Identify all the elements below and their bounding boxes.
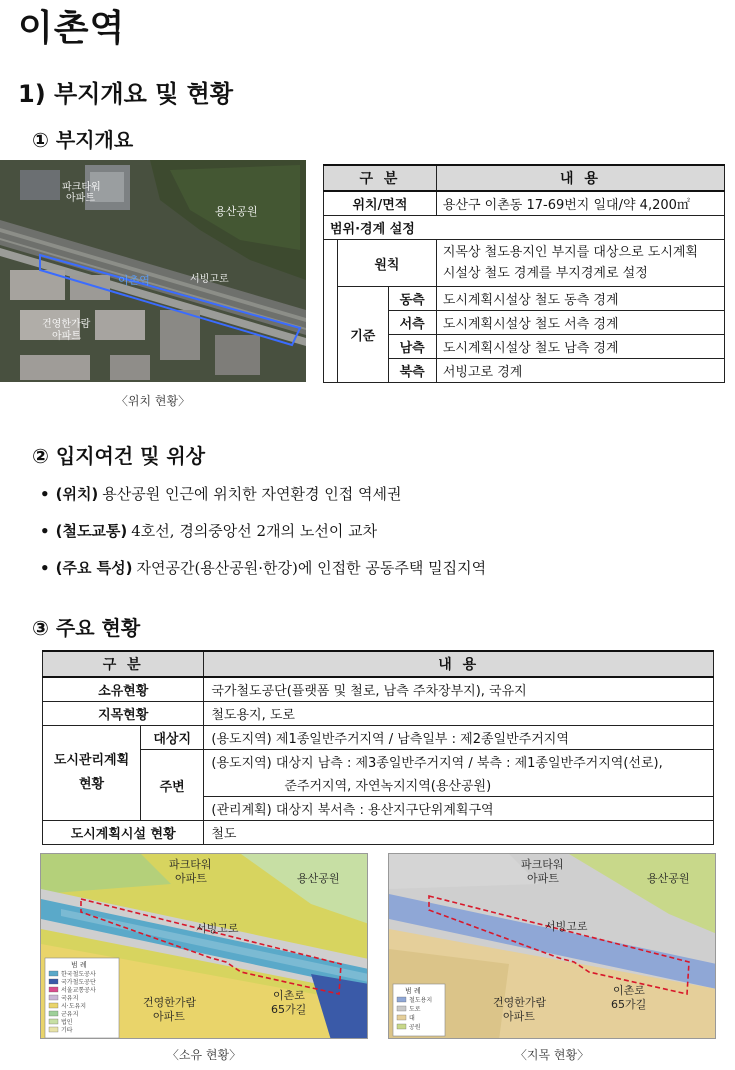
aerial-label-ichon-station: 이촌역 — [118, 274, 150, 287]
subsection-title-location: ② 입지여건 및 위상 — [32, 444, 206, 468]
status-table — [42, 650, 714, 845]
legend-label: 군유지 — [61, 1011, 79, 1018]
around-value-1: (용도지역) 대상지 남측 : 제3종일반주거지역 / 북측 : 제1종일반주거지역(선로), — [204, 750, 714, 774]
criteria-dir-north: 북측 — [388, 359, 436, 383]
table-header-category: 구 분 — [324, 165, 437, 191]
location-label: 위치/면적 — [324, 191, 437, 216]
legend-label: 공원 — [409, 1024, 421, 1031]
around-value-2: 준주거지역, 자연녹지지역(용산공원) — [204, 773, 714, 797]
bullet-item — [40, 520, 377, 541]
aerial-label-geonyoung: 건영한가람 아파트 — [42, 319, 91, 342]
criteria-value-east: 도시계획시설상 철도 동측 경계 — [436, 287, 724, 311]
legend-label: 대 — [409, 1015, 415, 1022]
criteria-subtable — [338, 287, 436, 382]
principle-value-line-2: 시설상 철도 경계를 부지경계로 설정 — [442, 266, 648, 281]
map-own-label-geonyoung: 건영한가람 아파트 — [143, 996, 197, 1023]
ownership-label: 소유현황 — [43, 677, 204, 702]
ownership-map — [40, 853, 368, 1039]
land-category-map-caption: 〈지목 현황〉 — [514, 1048, 590, 1062]
table-header-content: 내 용 — [436, 165, 724, 191]
legend-swatch — [49, 1011, 58, 1016]
land-category-map-graphic — [389, 854, 716, 1039]
legend-label: 시·도유지 — [61, 1003, 87, 1010]
principle-value — [436, 240, 724, 287]
bullet-text: 자연공간(용산공원·한강)에 인접한 공동주택 밀집지역 — [136, 559, 487, 577]
legend-label: 법인 — [61, 1019, 73, 1026]
principle-value-line-1: 지목상 철도용지인 부지를 대상으로 도시계획 — [442, 245, 698, 260]
legend-label: 서울교통공사 — [61, 987, 96, 994]
criteria-dir-east: 동측 — [388, 287, 436, 311]
map-own-label-ichonro: 이촌로 65가길 — [271, 989, 307, 1016]
bullet-key: (철도교통) — [55, 522, 128, 540]
subsection-title-overview: ① 부지개요 — [32, 128, 134, 152]
map-own-legend-title: 범 례 — [71, 961, 87, 969]
map-land-label-park-tower: 파크타워 아파트 — [521, 858, 564, 885]
ownership-map-graphic — [41, 854, 368, 1039]
bullet-dot: • — [40, 559, 50, 577]
criteria-dir-south: 남측 — [388, 335, 436, 359]
map-own-label-park-tower: 파크타워 아파트 — [169, 858, 212, 885]
map-own-label-yongsan-park: 용산공원 — [297, 872, 340, 885]
bullet-key: (주요 특성) — [55, 559, 133, 577]
map-land-label-ichonro: 이촌로 65가길 — [611, 984, 647, 1011]
bullet-dot: • — [40, 522, 50, 540]
site-overview-table — [323, 164, 725, 383]
aerial-caption: 〈위치 현황〉 — [115, 394, 191, 408]
landcat-label: 지목현황 — [43, 702, 204, 726]
boundary-label: 범위·경계 설정 — [324, 216, 725, 240]
subsection-title-status: ③ 주요 현황 — [32, 616, 141, 640]
legend-label: 국유지 — [61, 995, 79, 1002]
aerial-label-yongsan-park: 용산공원 — [215, 205, 258, 218]
legend-swatch — [397, 1024, 406, 1029]
legend-swatch — [49, 987, 58, 992]
bullet-text: 4호선, 경의중앙선 2개의 노선이 교차 — [131, 522, 378, 540]
criteria-dir-west: 서측 — [388, 311, 436, 335]
target-label: 대상지 — [141, 726, 204, 750]
legend-label: 도로 — [409, 1006, 421, 1013]
ownership-value: 국가철도공단(플랫폼 및 철로, 남측 주차장부지), 국유지 — [204, 677, 714, 702]
table-header-content: 내 용 — [204, 651, 714, 677]
land-category-map — [388, 853, 716, 1039]
criteria-value-west: 도시계획시설상 철도 서측 경계 — [436, 311, 724, 335]
aerial-label-seobinggoro: 서빙고로 — [190, 274, 229, 285]
urban-plan-label-line-1: 도시관리계획 — [53, 753, 130, 768]
criteria-label: 기준 — [338, 287, 388, 382]
legend-swatch — [49, 971, 58, 976]
urban-plan-label — [43, 726, 141, 821]
bullet-item — [40, 483, 401, 504]
facility-label: 도시계획시설 현황 — [43, 821, 204, 845]
aerial-photo-graphic — [0, 160, 306, 382]
principle-label: 원칙 — [338, 240, 437, 287]
legend-label: 철도용지 — [409, 997, 433, 1004]
aerial-photo — [0, 160, 306, 382]
urban-plan-label-line-2: 현황 — [78, 777, 105, 792]
station-title: 이촌역 — [18, 8, 126, 49]
ownership-map-caption: 〈소유 현황〉 — [166, 1048, 242, 1062]
around-label: 주변 — [141, 750, 204, 821]
map-land-legend-title: 범 례 — [405, 987, 421, 995]
criteria-cell — [338, 287, 437, 383]
legend-swatch — [49, 1019, 58, 1024]
map-own-label-seobinggoro: 서빙고로 — [196, 922, 239, 935]
table-header-category: 구 분 — [43, 651, 204, 677]
legend-swatch — [397, 1006, 406, 1011]
legend-swatch — [49, 1003, 58, 1008]
legend-swatch — [397, 997, 406, 1002]
legend-label: 국가철도공단 — [61, 979, 96, 986]
section-title: 1) 부지개요 및 현황 — [18, 80, 234, 108]
location-value: 용산구 이촌동 17-69번지 일대/약 4,200㎡ — [436, 191, 724, 216]
legend-swatch — [49, 979, 58, 984]
map-land-label-yongsan-park: 용산공원 — [647, 872, 690, 885]
map-land-label-seobinggoro: 서빙고로 — [545, 920, 588, 933]
target-value: (용도지역) 제1종일반주거지역 / 남측일부 : 제2종일반주거지역 — [204, 726, 714, 750]
bullet-dot: • — [40, 485, 50, 503]
legend-swatch — [49, 1027, 58, 1032]
legend-swatch — [49, 995, 58, 1000]
landcat-value: 철도용지, 도로 — [204, 702, 714, 726]
bullet-item — [40, 557, 486, 578]
criteria-value-south: 도시계획시설상 철도 남측 경계 — [436, 335, 724, 359]
around-value-3: (관리계획) 대상지 북서측 : 용산지구단위계획구역 — [204, 797, 714, 821]
aerial-label-park-tower: 파크타워 아파트 — [62, 182, 101, 204]
bullet-text: 용산공원 인근에 위치한 자연환경 인접 역세권 — [102, 485, 402, 503]
legend-swatch — [397, 1015, 406, 1020]
facility-value: 철도 — [204, 821, 714, 845]
map-land-label-geonyoung: 건영한가람 아파트 — [493, 996, 547, 1023]
legend-label: 기타 — [61, 1027, 73, 1034]
legend-label: 한국철도공사 — [61, 971, 96, 978]
bullet-key: (위치) — [55, 485, 99, 503]
indent-cell — [324, 240, 338, 383]
criteria-value-north: 서빙고로 경계 — [436, 359, 724, 383]
